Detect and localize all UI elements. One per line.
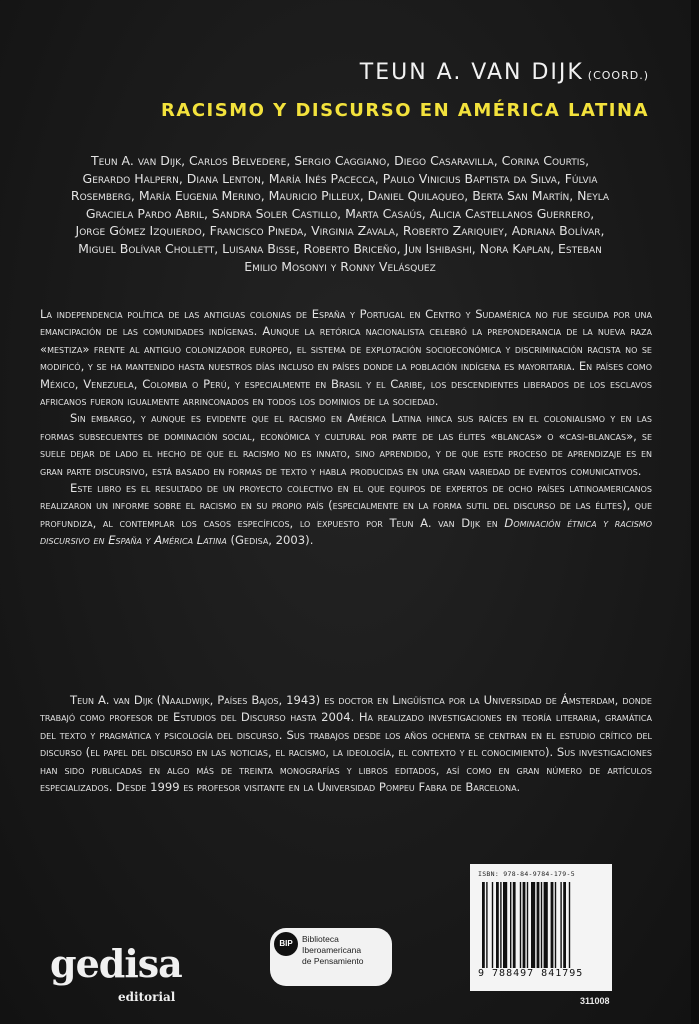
contributors-list: Teun A. van Dijk, Carlos Belvedere, Sergio Caggiano, Diego Casaravilla, Corina Courtis, Gerardo Halpern, Diana Lenton, María Inés Pacecca, Paulo Vinicius Baptista da Silva, Fúlvia Rosemberg, María Eugenia Merino, Mauricio Pilleux, Daniel Quilaqueo, Berta San Martín, Neyla Graciela Pardo Abril, Sandra Soler Castillo, Marta Casaús, Alicia Castellanos Guerrero, Jorge Gómez Izquierdo, Francisco Pineda, Virginia Zavala, Roberto Zariquiey, Adriana Bolívar, Miguel Bolívar Chollett, Luisana Bisse, Roberto Briceño, Jun Ishibashi, Nora Kaplan, Esteban Emilio Mosonyi y Ronny Velásquez	[70, 153, 610, 274]
description-paragraph-1: La independencia política de las antiguas colonias de España y Portugal en Centro y Sudamérica no fue seguida por una emancipación de las comunidades indígenas. Aunque la retórica nacionalista celebró la preponderancia de la nueva raza «mestiza» frente al antiguo colonizador europeo, el sistema de explotación socioeconómica y discriminación racista no se modificó, y se ha mantenido hasta nuestros días incluso en países donde la población indígena es mayoritaria. En países como México, Venezuela, Colombia o Perú, y especialmente en Brasil y el Caribe, los descendientes liberados de los esclavos africanos fueron igualmente arrinconados en todos los dominios de la sociedad.	[40, 307, 652, 409]
barcode-icon	[482, 882, 600, 968]
paragraph-3-end: (Gedisa, 2003).	[226, 533, 314, 548]
author-bio	[40, 692, 652, 796]
barcode-number: 9 788497 841795	[478, 968, 584, 979]
isbn-label: ISBN: 978-84-9784-179-5	[478, 870, 575, 878]
bip-badge	[270, 928, 392, 986]
author-line	[360, 60, 649, 85]
bip-line-2: Iberoamericana	[302, 945, 362, 955]
cover-edge	[691, 0, 699, 1024]
barcode-box	[470, 864, 612, 991]
coord-label: (COORD.)	[587, 69, 649, 82]
bip-line-1: Biblioteca	[302, 934, 339, 944]
referenced-book-title: Dominación étnica y racismo discursivo en España y América Latina	[40, 515, 652, 548]
publisher-logo: gedisa	[50, 941, 182, 986]
author-bio-paragraph: Teun A. van Dijk (Naaldwijk, Países Bajos, 1943) es doctor en Lingüística por la Universidad de Ámsterdam, donde trabajó como profesor de Estudios del Discurso hasta 2004. Ha realizado investigaciones en teoría literaria, gramática del texto y pragmática y psicología del discurso. Sus trabajos desde los años ochenta se centran en el estudio crítico del discurso (el papel del discurso en las noticias, el racismo, la ideología, el contexto y el conocimiento). Sus investigaciones han sido publicadas en algo más de treinta monografías y libros editados, así como en gran número de artículos especializados. Desde 1999 es profesor visitante en la Universidad Pompeu Fabra de Barcelona.	[40, 693, 652, 795]
paragraph-3-start: Este libro es el resultado de un proyecto colectivo en el que equipos de expertos de ocho países latinoamericanos realizaron un informe sobre el racismo en su propio país (especialmente en la forma sutil del discurso de las élites), que profundiza, al contemplar los casos específicos, lo expuesto por Teun A. van Dijk en	[40, 481, 652, 530]
bip-logo-icon: BIP	[274, 932, 298, 956]
author-name: TEUN A. VAN DIJK	[359, 60, 584, 85]
description-paragraph-2: Sin embargo, y aunque es evidente que el racismo en América Latina hinca sus raíces en el colonialismo y en las formas subsecuentes de dominación social, económica y cultural por parte de las élites «blancas» o «casi-blancas», se suele dejar de lado el hecho de que el racismo no es innato, sino aprendido, y de que este proceso de aprendizaje es en gran parte discursivo, está basado en formas de texto y habla producidas en una gran variedad de eventos comunicativos.	[40, 411, 652, 478]
description	[40, 306, 652, 550]
product-code: 311008	[580, 996, 610, 1006]
bip-collection-name	[302, 934, 390, 967]
book-title: RACISMO Y DISCURSO EN AMÉRICA LATINA	[161, 100, 649, 121]
bip-line-3: de Pensamiento	[302, 956, 364, 966]
publisher-sub: editorial	[118, 990, 176, 1004]
description-paragraph-3	[40, 480, 652, 550]
